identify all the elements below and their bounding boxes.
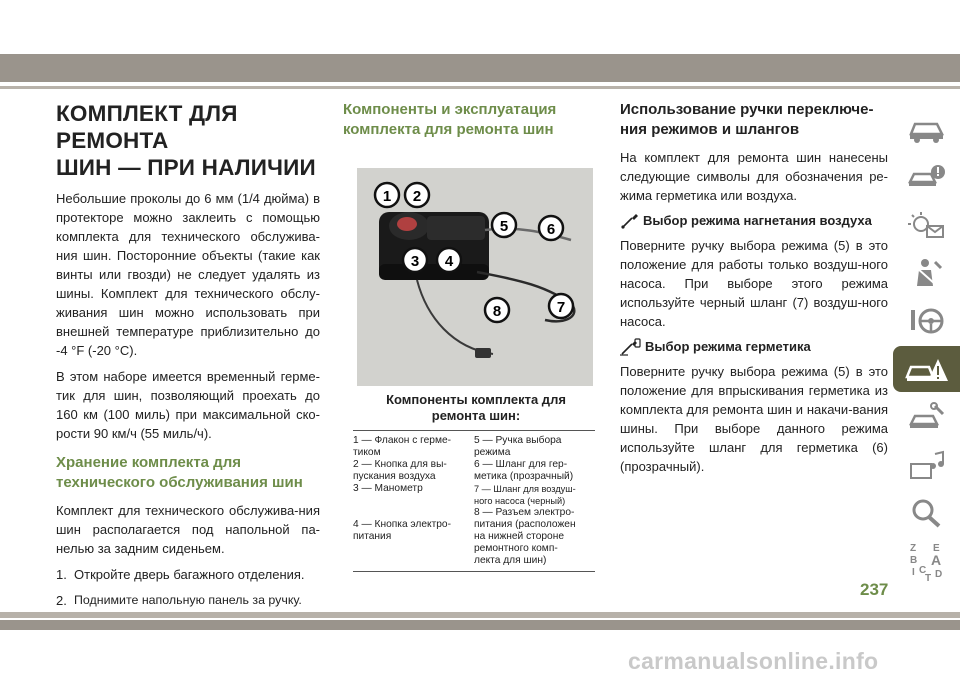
watermark: carmanualsonline.info — [628, 648, 879, 674]
tab-emergency[interactable] — [893, 346, 960, 392]
legend-line: 8 — Разъем электро- — [474, 507, 575, 518]
callout-6: 6 — [546, 221, 556, 238]
legend-line: ного насоса (черный) — [474, 496, 566, 506]
list-item — [56, 565, 320, 584]
sealant-mode-heading — [620, 338, 888, 356]
storage-paragraph: Комплект для технического обслужива-ния шин располагается под напольной па-нелью за задним сиденьем. — [56, 503, 320, 556]
caption-line2: ремонта шин: — [431, 408, 521, 423]
legend-line: 7 — Шланг для воздуш- — [474, 484, 576, 494]
air-mode-text: Поверните ручку выбора режима (5) в это положение для работы только воздуш-ного насоса. При выборе этого режима используйте черный шланг (7) воздуш-ного насоса. — [620, 238, 888, 329]
tab-multimedia[interactable] — [893, 442, 960, 488]
callout-8: 8 — [492, 303, 502, 320]
legend-line: пускания воздуха — [353, 471, 436, 482]
usage-heading-line2: ния режимов и шлангов — [620, 121, 800, 138]
warning-light-icon — [907, 210, 947, 240]
usage-intro: На комплект для ремонта шин нанесены следующие символы для обозначения ре-жима герметика или воздуха. — [620, 150, 888, 203]
sealant-paragraph: В этом наборе имеется временный герме-тик для шин, позволяющий проехать до 160 км (100 миль) при максимальной ско-рости 90 км/ч (55 миль/ч). — [56, 369, 320, 441]
intro-paragraph: Небольшие проколы до 6 мм (1/4 дюйма) в протекторе можно заклеить с помощью комплекта для технического обслужива-ния шин. Посторонние объекты (такие как винты или гвозди) не следует удалять из шины. Комплект для технического обслу-живания шин можно использовать при внешней температуре приблизительно до -4 °F (-20 °C). — [56, 191, 320, 358]
index-letter: Z — [909, 543, 916, 554]
legend-line: режима — [474, 447, 511, 458]
legend-line: лекта для шин) — [474, 555, 547, 566]
components-legend — [353, 430, 595, 572]
sealant-mode-title: Выбор режима герметика — [645, 339, 811, 354]
legend-line: 3 — Манометр — [353, 483, 423, 494]
callout-4: 4 — [444, 253, 454, 270]
tab-driving[interactable] — [893, 298, 960, 344]
callout-1: 1 — [382, 188, 392, 205]
legend-line: 4 — Кнопка электро- — [353, 519, 451, 530]
step-number: 1. — [56, 567, 67, 582]
usage-heading — [620, 100, 888, 140]
legend-line: на нижней стороне — [474, 531, 565, 542]
storage-heading-line2: технического обслуживания шин — [56, 474, 303, 491]
column-middle — [343, 100, 595, 572]
section-title-line1: КОМПЛЕКТ ДЛЯ РЕМОНТА — [56, 101, 238, 153]
steering-wheel-icon — [907, 306, 947, 336]
page-number: 237 — [860, 580, 889, 599]
air-mode-heading — [620, 212, 888, 230]
air-pump-icon — [620, 212, 640, 230]
legend-line: метика (прозрачный) — [474, 471, 574, 482]
legend-line: 6 — Шланг для гер- — [474, 459, 568, 470]
figure-caption — [343, 392, 595, 424]
column-right — [620, 100, 888, 483]
callout-7: 7 — [556, 299, 566, 316]
legend-line: тиком — [353, 447, 381, 458]
header-bar — [0, 54, 960, 82]
tab-search[interactable] — [893, 490, 960, 536]
section-title-line2: ШИН — ПРИ НАЛИЧИИ — [56, 155, 316, 180]
storage-heading-line1: Хранение комплекта для — [56, 454, 241, 471]
list-item — [56, 591, 320, 610]
top-margin — [0, 0, 960, 54]
tab-vehicle[interactable] — [893, 106, 960, 152]
caption-line1: Компоненты комплекта для — [386, 392, 566, 407]
index-icon — [907, 541, 947, 581]
car-icon — [907, 114, 947, 144]
legend-line: питания — [353, 531, 392, 542]
legend-line — [353, 495, 470, 519]
roadside-warning-icon — [905, 353, 949, 385]
sealant-mode-text: Поверните ручку выбора режима (5) в это положение для впрыскивания герметика из комплекта для ремонта шин и накачи-вания шины. При выборе данного режима используйте шланг для герметика (6) (прозрачный). — [620, 364, 888, 474]
index-letter: E — [932, 543, 940, 554]
storage-heading — [56, 453, 320, 493]
tab-safety[interactable] — [893, 250, 960, 296]
usage-heading-line1: Использование ручки переключе- — [620, 101, 874, 118]
legend-line: питания (расположен — [474, 519, 576, 530]
index-letter: I — [911, 567, 915, 578]
index-letter: C — [918, 565, 926, 576]
footer-bar — [0, 620, 960, 630]
column-left — [56, 100, 320, 617]
tab-instruments[interactable] — [893, 202, 960, 248]
legend-left-column — [353, 435, 474, 567]
callout-2: 2 — [412, 188, 422, 205]
sealant-icon — [620, 338, 642, 356]
repair-kit-illustration — [357, 168, 593, 386]
search-icon — [907, 498, 947, 528]
repair-kit-photo — [357, 168, 593, 386]
callout-3: 3 — [410, 253, 420, 270]
header-underline — [0, 86, 960, 89]
info-icon — [907, 162, 947, 192]
tab-index[interactable] — [893, 538, 960, 584]
legend-line: 2 — Кнопка для вы- — [353, 459, 447, 470]
index-letter: T — [924, 573, 931, 581]
legend-line: ремонтного комп- — [474, 543, 558, 554]
section-title — [56, 100, 320, 181]
legend-line: 1 — Флакон с герме- — [353, 435, 452, 446]
legend-right-column — [474, 435, 595, 567]
footer-line — [0, 612, 960, 618]
step-number: 2. — [56, 593, 67, 608]
multimedia-icon — [907, 450, 947, 480]
components-heading-line2: комплекта для ремонта шин — [343, 121, 554, 138]
components-heading-line1: Компоненты и эксплуатация — [343, 101, 557, 118]
step-text: Поднимите напольную панель за ручку. — [74, 593, 302, 607]
step-text: Откройте дверь багажного отделения. — [74, 567, 305, 582]
wrench-car-icon — [907, 402, 947, 432]
index-letter: B — [909, 555, 917, 566]
tab-info[interactable] — [893, 154, 960, 200]
index-letter: A — [930, 552, 941, 568]
components-heading — [343, 100, 595, 140]
air-mode-title: Выбор режима нагнетания воздуха — [643, 213, 872, 228]
tab-service[interactable] — [893, 394, 960, 440]
callout-5: 5 — [499, 218, 509, 235]
index-letter: D — [934, 569, 942, 580]
legend-line: 5 — Ручка выбора — [474, 435, 562, 446]
seatbelt-icon — [907, 258, 947, 288]
